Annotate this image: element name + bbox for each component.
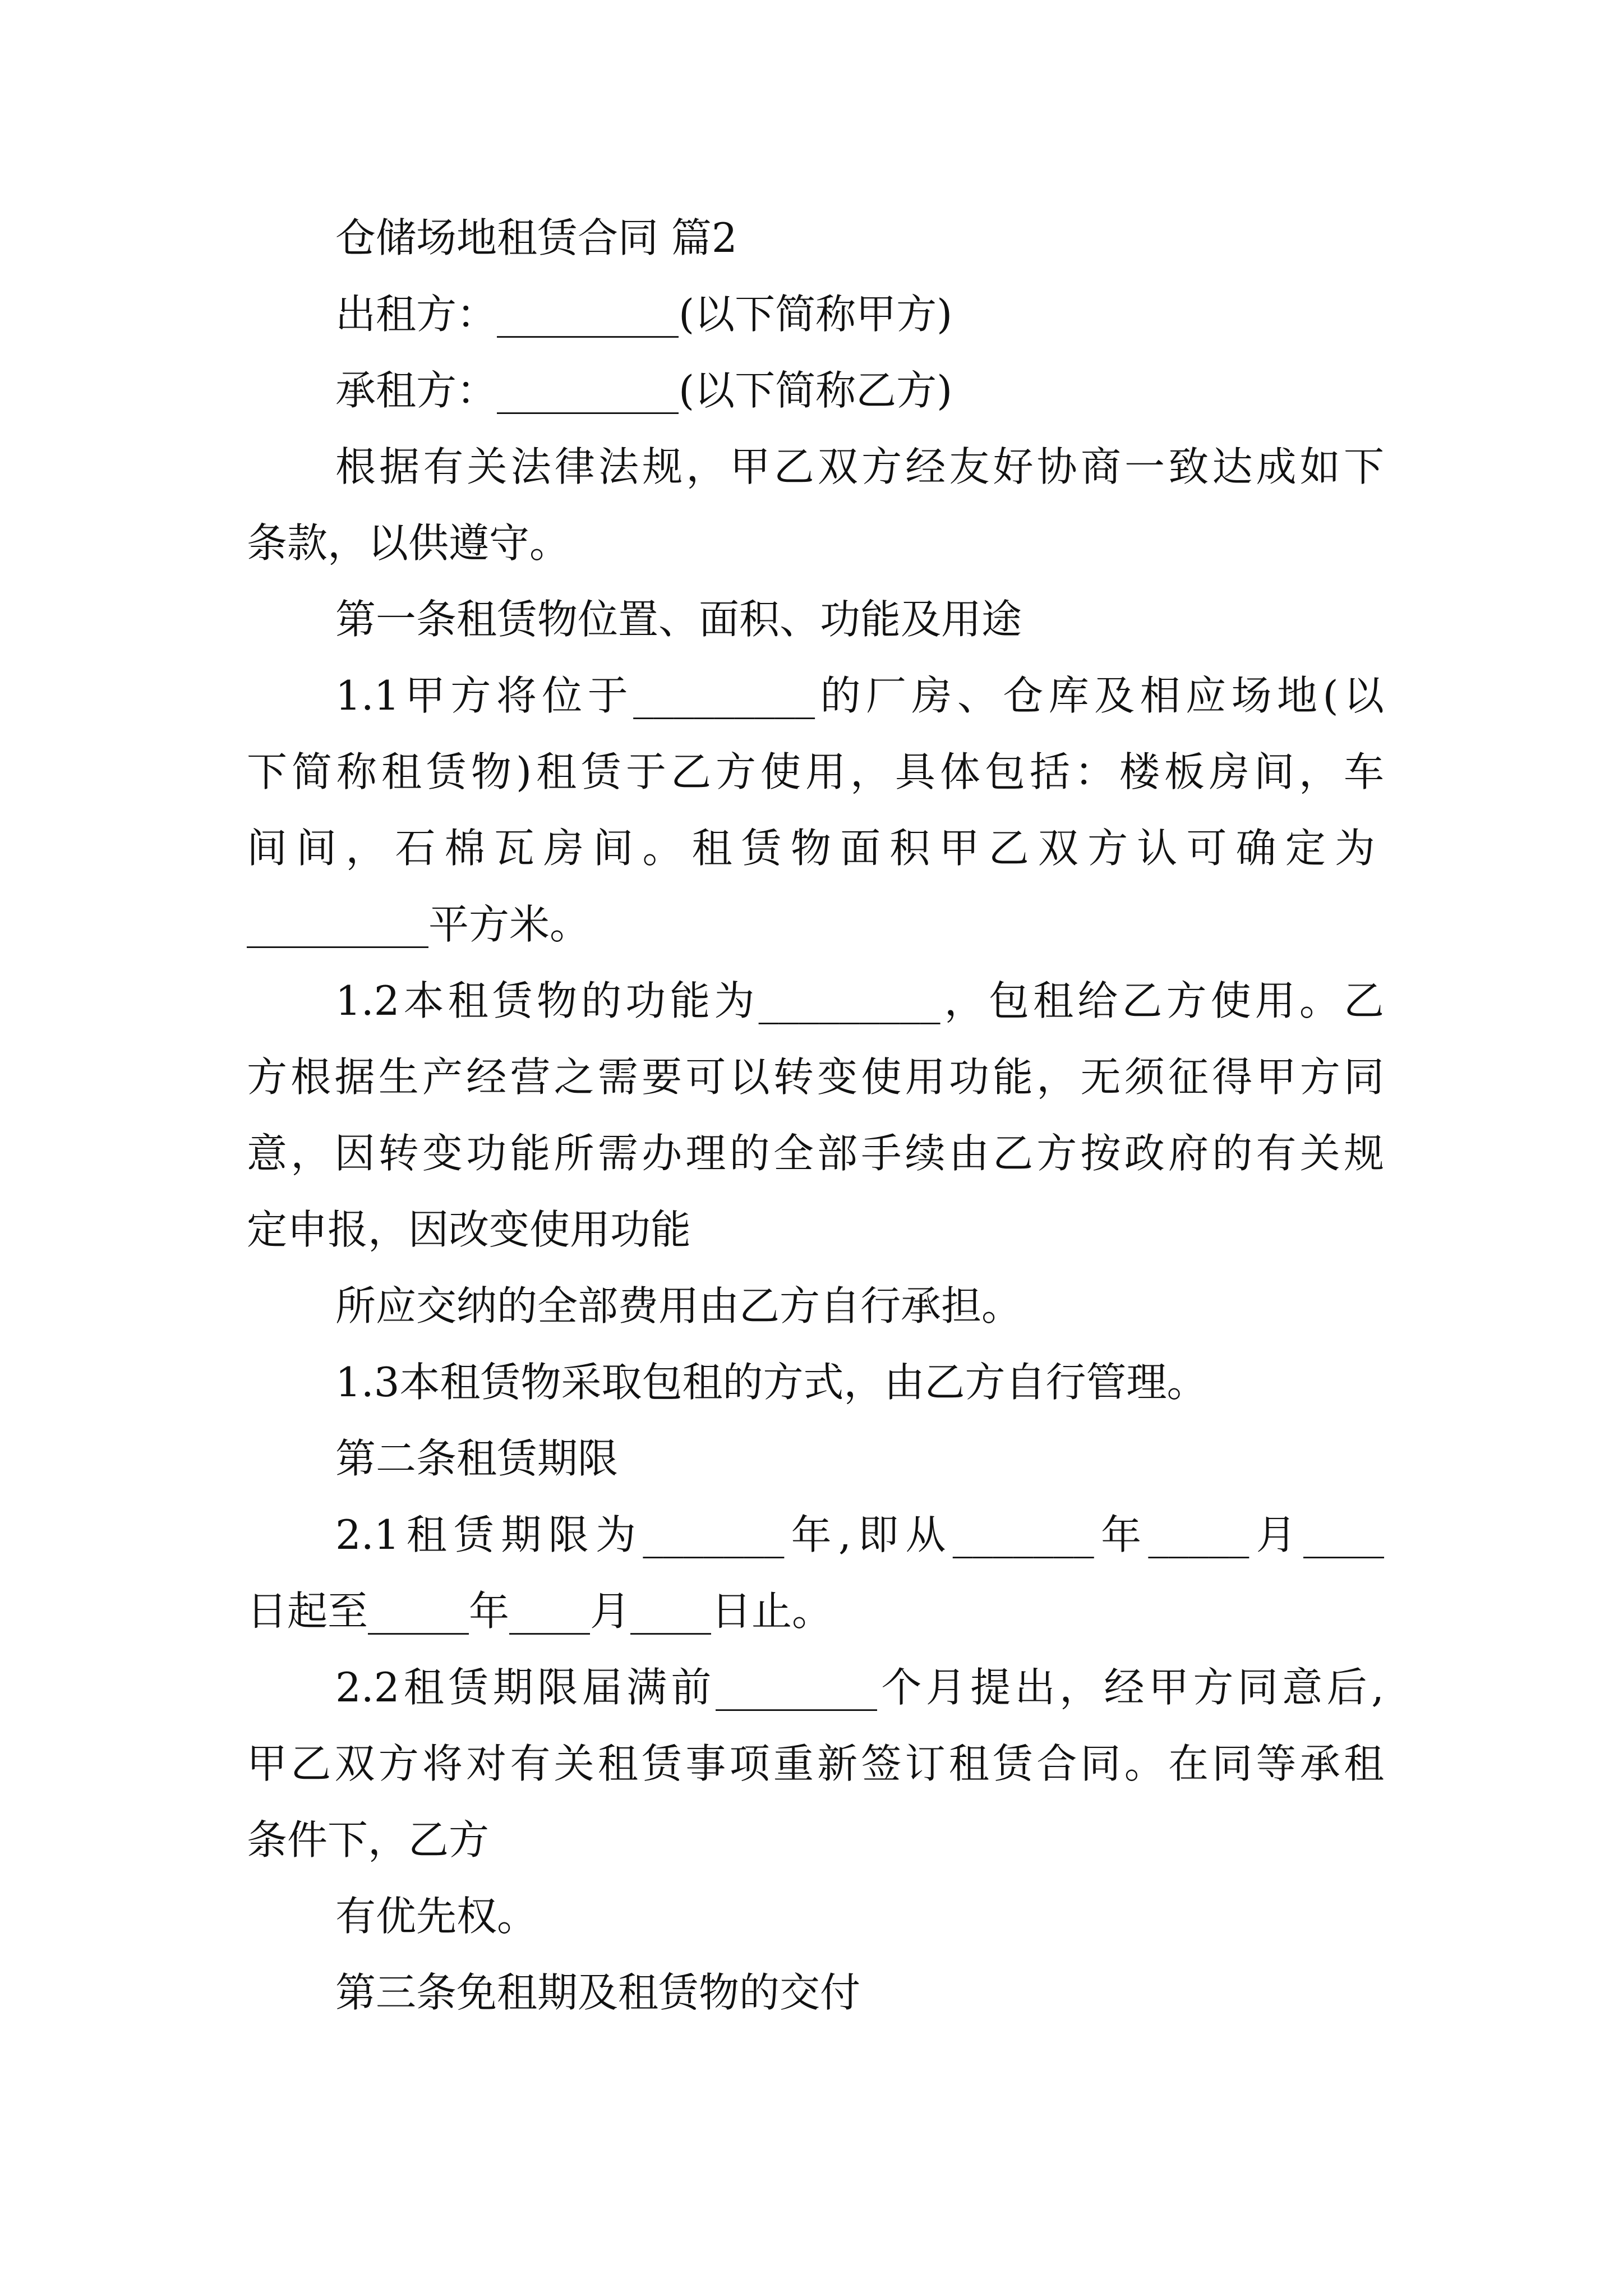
paragraph-line: 甲乙双方将对有关租赁事项重新签订租赁合同。在同等承租 xyxy=(247,1740,1384,1787)
paragraph-line: 条件下，乙方 xyxy=(247,1816,490,1864)
paragraph-line: _________平方米。 xyxy=(247,901,591,948)
paragraph-line: 所应交纳的全部费用由乙方自行承担。 xyxy=(335,1282,1022,1329)
paragraph-line: 1.1甲方将位于_________的厂房、仓库及相应场地(以 xyxy=(335,672,1384,719)
paragraph-line: 有优先权。 xyxy=(335,1893,538,1940)
paragraph-line: 1.3本租赁物采取包租的方式，由乙方自行管理。 xyxy=(335,1359,1207,1406)
lessor-line: 出租方：_________(以下简称甲方) xyxy=(335,291,953,338)
lessee-line: 承租方：_________(以下简称乙方) xyxy=(335,367,953,414)
clause-heading: 第三条免租期及租赁物的交付 xyxy=(335,1969,861,2016)
paragraph-line: 间间，石棉瓦房间。租赁物面积甲乙双方认可确定为 xyxy=(247,825,1384,872)
paragraph-line: 根据有关法律法规，甲乙双方经友好协商一致达成如下 xyxy=(335,443,1384,490)
paragraph-line: 条款，以供遵守。 xyxy=(247,519,570,567)
paragraph-line: 2.1租赁期限为_______年,即从_______年_____月____ xyxy=(335,1511,1384,1558)
paragraph-line: 方根据生产经营之需要可以转变使用功能，无须征得甲方同 xyxy=(247,1053,1384,1101)
paragraph-line: 下简称租赁物)租赁于乙方使用，具体包括：楼板房间，车 xyxy=(247,748,1384,795)
clause-heading: 第一条租赁物位置、面积、功能及用途 xyxy=(335,596,1022,643)
paragraph-line: 1.2本租赁物的功能为_________，包租给乙方使用。乙 xyxy=(335,977,1384,1024)
paragraph-line: 日起至_____年____月____日止。 xyxy=(247,1588,833,1635)
paragraph-line: 定申报，因改变使用功能 xyxy=(247,1206,691,1253)
document-heading: 仓储场地租赁合同 篇2 xyxy=(335,214,737,261)
paragraph-line: 2.2租赁期限届满前________个月提出，经甲方同意后, xyxy=(335,1664,1384,1711)
paragraph-line: 意，因转变功能所需办理的全部手续由乙方按政府的有关规 xyxy=(247,1130,1384,1177)
clause-heading: 第二条租赁期限 xyxy=(335,1435,619,1482)
